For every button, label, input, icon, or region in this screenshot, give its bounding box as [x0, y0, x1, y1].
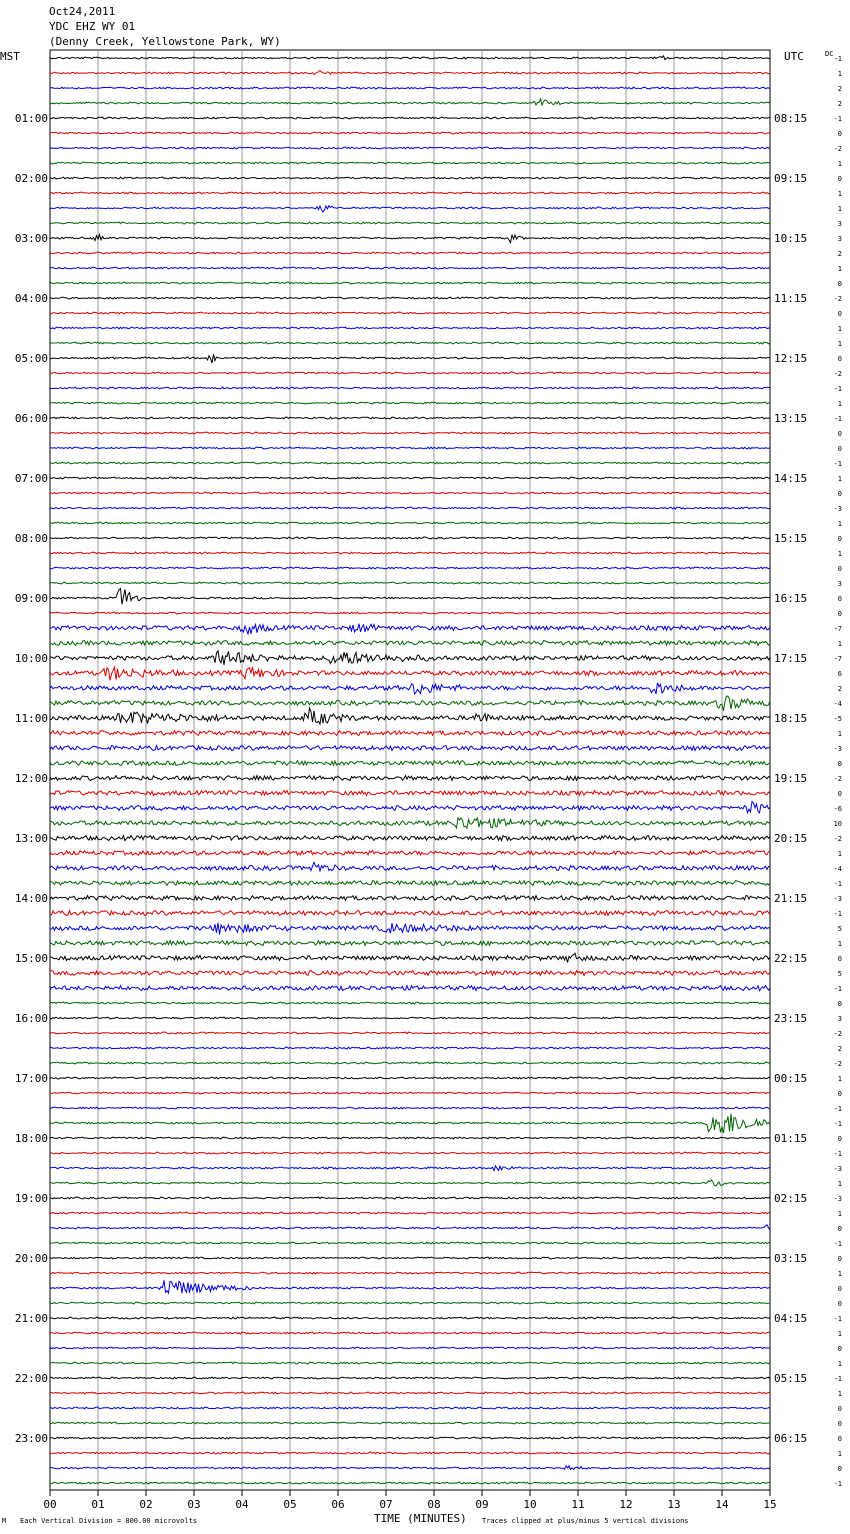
trace-line — [50, 683, 770, 694]
trace-line — [50, 1047, 770, 1049]
trace-line — [50, 1392, 770, 1394]
trace-line — [50, 1152, 770, 1154]
dc-offset-label: 1 — [837, 160, 842, 168]
dc-offset-label: -4 — [833, 865, 842, 873]
dc-offset-label: 1 — [837, 1360, 842, 1368]
trace-line — [50, 641, 770, 646]
mst-hour-label: 05:00 — [14, 352, 48, 365]
dc-offset-label: -3 — [833, 1165, 842, 1173]
utc-hour-label: 16:15 — [774, 592, 808, 605]
x-tick-label: 00 — [43, 1498, 57, 1511]
utc-hour-label: 22:15 — [774, 952, 808, 965]
dc-offset-label: 1 — [837, 1330, 842, 1338]
trace-line — [50, 881, 770, 886]
chart-subtitle: (Denny Creek, Yellowstone Park, WY) — [49, 35, 281, 48]
utc-hour-label: 19:15 — [774, 772, 808, 785]
dc-label: DC — [825, 50, 834, 58]
dc-offset-label: 0 — [837, 490, 842, 498]
dc-offset-label: 3 — [837, 235, 842, 243]
dc-offset-label: 6 — [837, 670, 842, 678]
dc-offset-label: -2 — [833, 370, 842, 378]
trace-line — [50, 312, 770, 314]
mst-hour-label: 19:00 — [14, 1192, 48, 1205]
dc-offset-label: 0 — [837, 1090, 842, 1098]
trace-line — [50, 1137, 770, 1139]
trace-line — [50, 761, 770, 766]
trace-line — [50, 1017, 770, 1019]
dc-offset-label: 0 — [837, 1225, 842, 1233]
trace-line — [50, 417, 770, 419]
trace-line — [50, 696, 770, 711]
dc-offset-label: -1 — [833, 415, 842, 423]
dc-offset-label: -1 — [833, 1375, 842, 1383]
dc-offset-label: -1 — [833, 55, 842, 63]
dc-offset-label: 1 — [837, 190, 842, 198]
trace-line — [50, 1257, 770, 1259]
utc-hour-label: 10:15 — [774, 232, 808, 245]
dc-offset-label: 1 — [837, 1210, 842, 1218]
trace-line — [50, 1452, 770, 1454]
corner-mark: M — [2, 1517, 7, 1525]
dc-offset-label: 2 — [837, 685, 842, 693]
dc-offset-label: 0 — [837, 1405, 842, 1413]
dc-offset-label: 10 — [833, 820, 842, 828]
dc-offset-label: 1 — [837, 940, 842, 948]
x-tick-label: 13 — [667, 1498, 681, 1511]
mst-hour-label: 12:00 — [14, 772, 48, 785]
dc-offset-label: -1 — [833, 880, 842, 888]
trace-line — [50, 56, 770, 60]
x-tick-label: 05 — [283, 1498, 297, 1511]
trace-line — [50, 851, 770, 856]
trace-line — [50, 507, 770, 509]
trace-line — [50, 923, 770, 935]
trace-line — [50, 1197, 770, 1199]
trace-line — [50, 896, 770, 901]
utc-hour-label: 03:15 — [774, 1252, 808, 1265]
dc-offset-label: -7 — [833, 625, 842, 633]
dc-offset-label: -1 — [833, 1480, 842, 1488]
trace-line — [50, 1212, 770, 1214]
dc-offset-label: 1 — [837, 325, 842, 333]
dc-offset-label: 0 — [837, 355, 842, 363]
dc-offset-label: 3 — [837, 1015, 842, 1023]
mst-hour-label: 20:00 — [14, 1252, 48, 1265]
trace-line — [50, 492, 770, 494]
trace-line — [50, 731, 770, 736]
trace-line — [50, 953, 770, 962]
dc-offset-label: -1 — [833, 1120, 842, 1128]
utc-hour-label: 04:15 — [774, 1312, 808, 1325]
utc-hour-label: 06:15 — [774, 1432, 808, 1445]
trace-line — [50, 1437, 770, 1439]
trace-line — [50, 1077, 770, 1079]
chart-title: YDC EHZ WY 01 — [49, 20, 136, 33]
dc-offset-label: 0 — [837, 1465, 842, 1473]
trace-line — [50, 986, 770, 991]
trace-line — [50, 862, 770, 871]
trace-line — [50, 1482, 770, 1484]
dc-offset-label: 0 — [837, 430, 842, 438]
mst-hour-label: 22:00 — [14, 1372, 48, 1385]
dc-offset-label: -1 — [833, 1240, 842, 1248]
x-tick-label: 02 — [139, 1498, 153, 1511]
trace-line — [50, 1092, 770, 1094]
utc-hour-label: 02:15 — [774, 1192, 808, 1205]
dc-offset-label: 0 — [837, 1435, 842, 1443]
utc-hour-label: 14:15 — [774, 472, 808, 485]
trace-line — [50, 447, 770, 449]
dc-offset-label: -1 — [833, 910, 842, 918]
dc-offset-label: -2 — [833, 1030, 842, 1038]
dc-offset-label: 1 — [837, 1270, 842, 1278]
dc-offset-label: 0 — [837, 1285, 842, 1293]
left-timezone-label: MST — [0, 50, 20, 63]
trace-line — [50, 477, 770, 479]
dc-offset-label: 2 — [837, 85, 842, 93]
trace-line — [50, 462, 770, 464]
utc-hour-label: 05:15 — [774, 1372, 808, 1385]
trace-line — [50, 651, 770, 665]
dc-offset-label: -1 — [833, 115, 842, 123]
dc-offset-label: 1 — [837, 640, 842, 648]
dc-offset-label: -3 — [833, 745, 842, 753]
trace-line — [50, 708, 770, 724]
dc-offset-label: -7 — [833, 655, 842, 663]
trace-line — [50, 802, 770, 813]
trace-line — [50, 177, 770, 179]
dc-offset-label: -2 — [833, 295, 842, 303]
trace-line — [50, 667, 770, 680]
trace-line — [50, 327, 770, 329]
trace-line — [50, 582, 770, 584]
dc-offset-label: 0 — [837, 130, 842, 138]
dc-offset-label: 2 — [837, 250, 842, 258]
dc-offset-label: 1 — [837, 400, 842, 408]
dc-offset-label: 1 — [837, 730, 842, 738]
x-tick-label: 03 — [187, 1498, 201, 1511]
dc-offset-label: 0 — [837, 595, 842, 603]
chart-date: Oct24,2011 — [49, 5, 116, 18]
trace-line — [50, 99, 770, 105]
mst-hour-label: 23:00 — [14, 1432, 48, 1445]
dc-offset-label: -6 — [833, 805, 842, 813]
dc-offset-label: 0 — [837, 1420, 842, 1428]
trace-line — [50, 818, 770, 828]
x-tick-label: 06 — [331, 1498, 345, 1511]
mst-hour-label: 10:00 — [14, 652, 48, 665]
dc-offset-label: 1 — [837, 850, 842, 858]
trace-line — [50, 746, 770, 751]
utc-hour-label: 13:15 — [774, 412, 808, 425]
dc-offset-label: 1 — [837, 520, 842, 528]
trace-line — [50, 372, 770, 374]
dc-offset-label: 0 — [837, 310, 842, 318]
dc-offset-label: -1 — [833, 985, 842, 993]
x-axis-label: TIME (MINUTES) — [374, 1512, 467, 1525]
trace-line — [50, 552, 770, 554]
dc-offset-label: 0 — [837, 280, 842, 288]
dc-offset-label: -4 — [833, 700, 842, 708]
trace-line — [50, 1302, 770, 1304]
trace-line — [50, 147, 770, 149]
dc-offset-label: 0 — [837, 175, 842, 183]
utc-hour-label: 11:15 — [774, 292, 808, 305]
dc-offset-label: -1 — [833, 385, 842, 393]
mst-hour-label: 14:00 — [14, 892, 48, 905]
dc-offset-label: -1 — [833, 1105, 842, 1113]
trace-line — [50, 1332, 770, 1334]
x-tick-label: 09 — [475, 1498, 489, 1511]
mst-hour-label: 21:00 — [14, 1312, 48, 1325]
dc-offset-label: 0 — [837, 1300, 842, 1308]
trace-line — [50, 522, 770, 524]
x-tick-label: 15 — [763, 1498, 777, 1511]
dc-offset-label: 3 — [837, 580, 842, 588]
trace-line — [50, 1062, 770, 1064]
trace-line — [50, 70, 770, 74]
dc-offset-label: -3 — [833, 1195, 842, 1203]
x-tick-label: 14 — [715, 1498, 729, 1511]
dc-offset-label: 2 — [837, 100, 842, 108]
dc-offset-label: -5 — [833, 715, 842, 723]
dc-offset-label: 1 — [837, 1075, 842, 1083]
trace-line — [50, 791, 770, 796]
trace-line — [50, 1347, 770, 1349]
trace-line — [50, 354, 770, 363]
trace-line — [50, 162, 770, 164]
trace-line — [50, 1377, 770, 1379]
utc-hour-label: 21:15 — [774, 892, 808, 905]
x-tick-label: 08 — [427, 1498, 441, 1511]
mst-hour-label: 18:00 — [14, 1132, 48, 1145]
mst-hour-label: 08:00 — [14, 532, 48, 545]
trace-line — [50, 342, 770, 344]
trace-line — [50, 1317, 770, 1319]
utc-hour-label: 15:15 — [774, 532, 808, 545]
x-tick-label: 11 — [571, 1498, 585, 1511]
dc-offset-label: -3 — [833, 895, 842, 903]
trace-line — [50, 1242, 770, 1244]
dc-offset-label: 1 — [837, 1450, 842, 1458]
trace-line — [50, 971, 770, 976]
trace-line — [50, 1362, 770, 1364]
trace-line — [50, 1272, 770, 1274]
dc-offset-label: 1 — [837, 265, 842, 273]
trace-line — [50, 387, 770, 389]
mst-hour-label: 15:00 — [14, 952, 48, 965]
mst-hour-label: 13:00 — [14, 832, 48, 845]
dc-offset-label: 1 — [837, 475, 842, 483]
mst-hour-label: 07:00 — [14, 472, 48, 485]
trace-line — [50, 567, 770, 569]
trace-line — [50, 612, 770, 614]
mst-hour-label: 09:00 — [14, 592, 48, 605]
dc-offset-label: 2 — [837, 1045, 842, 1053]
dc-offset-label: -1 — [833, 1315, 842, 1323]
trace-line — [50, 589, 770, 605]
dc-offset-label: 3 — [837, 220, 842, 228]
trace-line — [50, 282, 770, 284]
trace-line — [50, 836, 770, 841]
trace-line — [50, 132, 770, 134]
trace-line — [50, 297, 770, 299]
dc-offset-label: 0 — [837, 535, 842, 543]
dc-offset-label: -1 — [833, 460, 842, 468]
trace-line — [50, 776, 770, 781]
dc-offset-label: 0 — [837, 445, 842, 453]
mst-hour-label: 06:00 — [14, 412, 48, 425]
dc-offset-label: 0 — [837, 610, 842, 618]
dc-offset-label: 1 — [837, 70, 842, 78]
trace-line — [50, 941, 770, 946]
right-timezone-label: UTC — [784, 50, 804, 63]
dc-offset-label: -3 — [833, 505, 842, 513]
clip-note: Traces clipped at plus/minus 5 vertical divisions — [482, 1517, 689, 1525]
utc-hour-label: 18:15 — [774, 712, 808, 725]
trace-line — [50, 911, 770, 916]
trace-line — [50, 1422, 770, 1424]
mst-hour-label: 17:00 — [14, 1072, 48, 1085]
dc-offset-label: 1 — [837, 340, 842, 348]
mst-hour-label: 16:00 — [14, 1012, 48, 1025]
mst-hour-label: 04:00 — [14, 292, 48, 305]
dc-offset-label: -2 — [833, 775, 842, 783]
plot-frame — [50, 50, 770, 1490]
trace-line — [50, 1107, 770, 1109]
utc-hour-label: 20:15 — [774, 832, 808, 845]
mst-hour-label: 03:00 — [14, 232, 48, 245]
trace-line — [50, 402, 770, 404]
dc-offset-label: 0 — [837, 1135, 842, 1143]
trace-line — [50, 432, 770, 434]
dc-offset-label: -1 — [833, 1150, 842, 1158]
trace-line — [50, 1407, 770, 1409]
mst-hour-label: 02:00 — [14, 172, 48, 185]
trace-line — [50, 222, 770, 224]
utc-hour-label: 00:15 — [774, 1072, 808, 1085]
trace-line — [50, 1002, 770, 1004]
trace-line — [50, 1166, 770, 1171]
trace-line — [50, 235, 770, 243]
utc-hour-label: 01:15 — [774, 1132, 808, 1145]
trace-line — [50, 117, 770, 119]
trace-line — [50, 1180, 770, 1186]
mst-hour-label: 01:00 — [14, 112, 48, 125]
dc-offset-label: 5 — [837, 970, 842, 978]
dc-offset-label: -2 — [833, 835, 842, 843]
trace-line — [50, 1114, 770, 1133]
x-tick-label: 07 — [379, 1498, 393, 1511]
utc-hour-label: 17:15 — [774, 652, 808, 665]
dc-offset-label: 0 — [837, 955, 842, 963]
x-tick-label: 10 — [523, 1498, 537, 1511]
dc-offset-label: 0 — [837, 1000, 842, 1008]
dc-offset-label: 5 — [837, 925, 842, 933]
trace-line — [50, 1225, 770, 1230]
utc-hour-label: 23:15 — [774, 1012, 808, 1025]
utc-hour-label: 09:15 — [774, 172, 808, 185]
trace-line — [50, 267, 770, 269]
dc-offset-label: 1 — [837, 1390, 842, 1398]
utc-hour-label: 08:15 — [774, 112, 808, 125]
trace-line — [50, 252, 770, 254]
trace-line — [50, 87, 770, 89]
dc-offset-label: 0 — [837, 1255, 842, 1263]
dc-offset-label: 1 — [837, 205, 842, 213]
trace-line — [50, 624, 770, 634]
dc-offset-label: 0 — [837, 790, 842, 798]
mst-hour-label: 11:00 — [14, 712, 48, 725]
trace-line — [50, 1280, 770, 1293]
trace-line — [50, 1466, 770, 1470]
dc-offset-label: 1 — [837, 550, 842, 558]
dc-offset-label: -2 — [833, 145, 842, 153]
dc-offset-label: -2 — [833, 1060, 842, 1068]
utc-hour-label: 12:15 — [774, 352, 808, 365]
trace-line — [50, 206, 770, 212]
x-tick-label: 04 — [235, 1498, 249, 1511]
dc-offset-label: 0 — [837, 1345, 842, 1353]
trace-line — [50, 1032, 770, 1034]
dc-offset-label: 0 — [837, 760, 842, 768]
x-tick-label: 01 — [91, 1498, 105, 1511]
scale-note: Each Vertical Division = 800.00 microvolts — [20, 1517, 198, 1525]
dc-offset-label: 1 — [837, 1180, 842, 1188]
trace-line — [50, 192, 770, 194]
dc-offset-label: 0 — [837, 565, 842, 573]
trace-line — [50, 537, 770, 539]
x-tick-label: 12 — [619, 1498, 633, 1511]
